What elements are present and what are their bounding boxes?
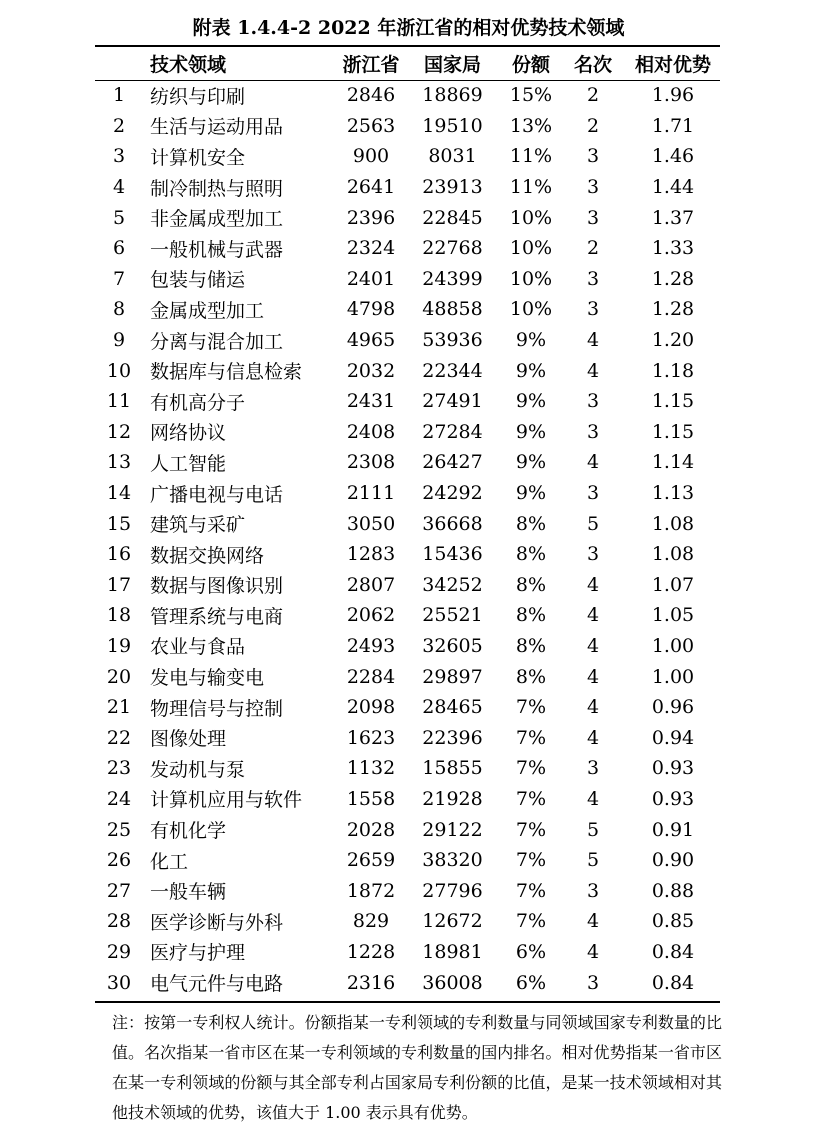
cell-tech-field: 一般机械与武器 bbox=[150, 238, 284, 261]
cell-zhejiang: 1132 bbox=[346, 757, 396, 780]
cell-relative-advantage: 0.84 bbox=[651, 971, 695, 994]
cell-share: 7% bbox=[515, 849, 547, 872]
cell-share: 11% bbox=[509, 145, 553, 168]
cell-tech-field: 广播电视与电话 bbox=[150, 483, 284, 506]
cell-share: 8% bbox=[515, 634, 547, 657]
cell-share: 6% bbox=[515, 971, 547, 994]
cell-rank: 3 bbox=[586, 145, 600, 168]
cell-rank: 3 bbox=[586, 206, 600, 229]
header-relative-advantage: 相对优势 bbox=[634, 53, 711, 76]
cell-tech-field: 制冷制热与照明 bbox=[150, 177, 284, 200]
cell-rank: 5 bbox=[586, 849, 600, 872]
cell-tech-field: 发动机与泵 bbox=[150, 758, 246, 781]
cell-relative-advantage: 1.71 bbox=[651, 114, 695, 137]
table-row bbox=[95, 264, 727, 295]
cell-national: 36668 bbox=[422, 512, 483, 535]
cell-zhejiang: 2807 bbox=[346, 573, 396, 596]
cell-share: 7% bbox=[515, 910, 547, 933]
cell-relative-advantage: 1.15 bbox=[651, 420, 695, 443]
cell-share: 13% bbox=[509, 114, 553, 137]
cell-share: 9% bbox=[515, 329, 547, 352]
cell-national: 18981 bbox=[422, 940, 483, 963]
cell-tech-field: 有机高分子 bbox=[150, 391, 246, 414]
table-row bbox=[95, 539, 727, 570]
cell-relative-advantage: 1.13 bbox=[651, 482, 695, 505]
cell-tech-field: 非金属成型加工 bbox=[150, 208, 284, 231]
cell-relative-advantage: 1.44 bbox=[651, 176, 695, 199]
cell-national: 22845 bbox=[422, 206, 483, 229]
cell-zhejiang: 4965 bbox=[346, 329, 396, 352]
cell-share: 8% bbox=[515, 512, 547, 535]
cell-tech-field: 管理系统与电商 bbox=[150, 605, 284, 628]
cell-relative-advantage: 1.05 bbox=[651, 604, 695, 627]
cell-share: 7% bbox=[515, 696, 547, 719]
cell-relative-advantage: 1.08 bbox=[651, 543, 695, 566]
cell-tech-field: 网络协议 bbox=[150, 422, 227, 445]
cell-index: 24 bbox=[106, 787, 132, 810]
cell-index: 20 bbox=[106, 665, 132, 688]
cell-rank: 3 bbox=[586, 757, 600, 780]
cell-national: 32605 bbox=[422, 634, 483, 657]
cell-national: 26427 bbox=[422, 451, 483, 474]
table-body bbox=[95, 80, 727, 998]
cell-tech-field: 人工智能 bbox=[150, 452, 227, 475]
cell-rank: 4 bbox=[586, 359, 600, 382]
cell-rank: 3 bbox=[586, 420, 600, 443]
cell-zhejiang: 829 bbox=[352, 910, 390, 933]
cell-share: 7% bbox=[515, 879, 547, 902]
cell-index: 17 bbox=[106, 573, 132, 596]
cell-share: 9% bbox=[515, 359, 547, 382]
cell-index: 23 bbox=[106, 757, 132, 780]
cell-rank: 3 bbox=[586, 390, 600, 413]
cell-relative-advantage: 1.33 bbox=[651, 237, 695, 260]
cell-zhejiang: 2846 bbox=[346, 84, 396, 107]
cell-relative-advantage: 1.15 bbox=[651, 390, 695, 413]
cell-share: 6% bbox=[515, 940, 547, 963]
cell-index: 27 bbox=[106, 879, 132, 902]
cell-zhejiang: 2316 bbox=[346, 971, 396, 994]
cell-rank: 4 bbox=[586, 573, 600, 596]
cell-zhejiang: 2284 bbox=[346, 665, 396, 688]
cell-tech-field: 医学诊断与外科 bbox=[150, 911, 284, 934]
cell-zhejiang: 4798 bbox=[346, 298, 396, 321]
cell-national: 23913 bbox=[422, 176, 483, 199]
header-rank: 名次 bbox=[573, 53, 612, 76]
cell-share: 10% bbox=[509, 237, 553, 260]
cell-share: 15% bbox=[509, 84, 553, 107]
header-tech-field: 技术领域 bbox=[150, 53, 227, 76]
table-row bbox=[95, 845, 727, 876]
cell-tech-field: 分离与混合加工 bbox=[150, 330, 284, 353]
cell-relative-advantage: 1.00 bbox=[651, 634, 695, 657]
cell-relative-advantage: 0.96 bbox=[651, 696, 695, 719]
cell-national: 29122 bbox=[422, 818, 483, 841]
cell-rank: 4 bbox=[586, 329, 600, 352]
table-row bbox=[95, 447, 727, 478]
cell-share: 11% bbox=[509, 176, 553, 199]
cell-tech-field: 医疗与护理 bbox=[150, 942, 246, 965]
cell-tech-field: 纺织与印刷 bbox=[150, 85, 246, 108]
cell-share: 9% bbox=[515, 420, 547, 443]
cell-index: 11 bbox=[106, 390, 132, 413]
cell-zhejiang: 2032 bbox=[346, 359, 396, 382]
table-row bbox=[95, 386, 727, 417]
cell-share: 10% bbox=[509, 267, 553, 290]
cell-zhejiang: 900 bbox=[352, 145, 390, 168]
table-row bbox=[95, 111, 727, 142]
cell-national: 24399 bbox=[422, 267, 483, 290]
cell-index: 13 bbox=[106, 451, 132, 474]
cell-national: 27284 bbox=[422, 420, 483, 443]
cell-index: 7 bbox=[112, 267, 126, 290]
cell-zhejiang: 2659 bbox=[346, 849, 396, 872]
cell-relative-advantage: 1.07 bbox=[651, 573, 695, 596]
cell-rank: 4 bbox=[586, 787, 600, 810]
cell-rank: 2 bbox=[586, 114, 600, 137]
table-row bbox=[95, 478, 727, 509]
cell-rank: 3 bbox=[586, 879, 600, 902]
cell-relative-advantage: 1.08 bbox=[651, 512, 695, 535]
cell-share: 8% bbox=[515, 665, 547, 688]
cell-index: 29 bbox=[106, 940, 132, 963]
table-footnote: 注：按第一专利权人统计。份额指某一专利领域的专利数量与同领域国家专利数量的比值。名次指某一省市区在某一专利领域的专利数量的国内排名。相对优势指某一省市区在某一专利领域的份额与其全部专利占国家局专利份额的比值，是某一技术领域相对其他技术领域的优势，该值大于 1.00 表示具有优势。 bbox=[112, 1013, 722, 1122]
cell-tech-field: 农业与食品 bbox=[150, 636, 246, 659]
cell-share: 9% bbox=[515, 482, 547, 505]
cell-relative-advantage: 0.88 bbox=[651, 879, 695, 902]
cell-zhejiang: 2111 bbox=[346, 482, 396, 505]
cell-rank: 4 bbox=[586, 696, 600, 719]
cell-zhejiang: 2324 bbox=[346, 237, 396, 260]
cell-share: 7% bbox=[515, 818, 547, 841]
cell-tech-field: 计算机安全 bbox=[150, 146, 246, 169]
cell-national: 22396 bbox=[422, 726, 483, 749]
table-row bbox=[95, 233, 727, 264]
table-row bbox=[95, 722, 727, 753]
cell-index: 16 bbox=[106, 543, 132, 566]
cell-share: 7% bbox=[515, 726, 547, 749]
table-row bbox=[95, 937, 727, 968]
cell-zhejiang: 2431 bbox=[346, 390, 396, 413]
table-row bbox=[95, 355, 727, 386]
cell-national: 21928 bbox=[422, 787, 483, 810]
cell-rank: 3 bbox=[586, 267, 600, 290]
cell-national: 18869 bbox=[422, 84, 483, 107]
cell-rank: 4 bbox=[586, 726, 600, 749]
cell-rank: 5 bbox=[586, 512, 600, 535]
cell-rank: 3 bbox=[586, 543, 600, 566]
cell-zhejiang: 1558 bbox=[346, 787, 396, 810]
cell-relative-advantage: 1.46 bbox=[651, 145, 695, 168]
header-national: 国家局 bbox=[423, 53, 481, 76]
advantage-table bbox=[95, 46, 727, 998]
cell-tech-field: 数据与图像识别 bbox=[150, 575, 284, 598]
table-row bbox=[95, 784, 727, 815]
cell-relative-advantage: 0.84 bbox=[651, 940, 695, 963]
cell-tech-field: 生活与运动用品 bbox=[150, 116, 284, 139]
cell-index: 1 bbox=[112, 84, 126, 107]
cell-relative-advantage: 0.94 bbox=[651, 726, 695, 749]
cell-national: 24292 bbox=[422, 482, 483, 505]
table-row bbox=[95, 172, 727, 203]
cell-rank: 2 bbox=[586, 84, 600, 107]
cell-relative-advantage: 1.28 bbox=[651, 298, 695, 321]
cell-tech-field: 计算机应用与软件 bbox=[150, 789, 303, 812]
table-row bbox=[95, 294, 727, 325]
table-row bbox=[95, 814, 727, 845]
cell-tech-field: 建筑与采矿 bbox=[150, 514, 246, 537]
table-header-row bbox=[95, 46, 727, 80]
cell-index: 18 bbox=[106, 604, 132, 627]
header-share: 份额 bbox=[511, 53, 550, 76]
cell-tech-field: 一般车辆 bbox=[150, 881, 227, 904]
cell-rank: 4 bbox=[586, 451, 600, 474]
cell-rank: 3 bbox=[586, 482, 600, 505]
cell-index: 2 bbox=[112, 114, 126, 137]
header-index bbox=[95, 46, 143, 80]
cell-zhejiang: 2408 bbox=[346, 420, 396, 443]
cell-zhejiang: 2493 bbox=[346, 634, 396, 657]
cell-rank: 4 bbox=[586, 604, 600, 627]
table-row bbox=[95, 753, 727, 784]
cell-index: 5 bbox=[112, 206, 126, 229]
table-row bbox=[95, 202, 727, 233]
cell-share: 7% bbox=[515, 757, 547, 780]
cell-relative-advantage: 0.93 bbox=[651, 787, 695, 810]
cell-zhejiang: 2396 bbox=[346, 206, 396, 229]
cell-zhejiang: 2401 bbox=[346, 267, 396, 290]
cell-relative-advantage: 1.14 bbox=[651, 451, 695, 474]
cell-index: 9 bbox=[112, 329, 126, 352]
cell-share: 9% bbox=[515, 451, 547, 474]
cell-rank: 3 bbox=[586, 298, 600, 321]
cell-index: 21 bbox=[106, 696, 132, 719]
cell-tech-field: 化工 bbox=[150, 850, 189, 873]
cell-national: 38320 bbox=[422, 849, 483, 872]
cell-national: 12672 bbox=[422, 910, 483, 933]
cell-index: 8 bbox=[112, 298, 126, 321]
cell-zhejiang: 1228 bbox=[346, 940, 396, 963]
cell-relative-advantage: 0.85 bbox=[651, 910, 695, 933]
table-row bbox=[95, 417, 727, 448]
cell-national: 34252 bbox=[422, 573, 483, 596]
cell-share: 10% bbox=[509, 298, 553, 321]
cell-rank: 2 bbox=[586, 237, 600, 260]
cell-relative-advantage: 1.18 bbox=[651, 359, 695, 382]
cell-index: 26 bbox=[106, 849, 132, 872]
cell-tech-field: 数据库与信息检索 bbox=[150, 361, 303, 384]
cell-zhejiang: 1623 bbox=[346, 726, 396, 749]
cell-national: 15855 bbox=[422, 757, 483, 780]
cell-index: 3 bbox=[112, 145, 126, 168]
table-row bbox=[95, 967, 727, 998]
table-title: 附表 1.4.4-2 2022 年浙江省的相对优势技术领域 bbox=[192, 17, 625, 39]
cell-tech-field: 物理信号与控制 bbox=[150, 697, 284, 720]
table-row bbox=[95, 875, 727, 906]
cell-index: 28 bbox=[106, 910, 132, 933]
table-row bbox=[95, 141, 727, 172]
cell-index: 15 bbox=[106, 512, 132, 535]
cell-share: 9% bbox=[515, 390, 547, 413]
cell-national: 27491 bbox=[422, 390, 483, 413]
table-row bbox=[95, 570, 727, 601]
cell-index: 12 bbox=[106, 420, 132, 443]
bottom-rule bbox=[95, 1001, 720, 1003]
cell-rank: 4 bbox=[586, 940, 600, 963]
cell-relative-advantage: 0.93 bbox=[651, 757, 695, 780]
cell-relative-advantage: 1.37 bbox=[651, 206, 695, 229]
cell-national: 15436 bbox=[422, 543, 483, 566]
cell-share: 7% bbox=[515, 787, 547, 810]
cell-share: 8% bbox=[515, 604, 547, 627]
cell-national: 19510 bbox=[422, 114, 483, 137]
cell-zhejiang: 1872 bbox=[346, 879, 396, 902]
cell-rank: 4 bbox=[586, 910, 600, 933]
cell-national: 53936 bbox=[422, 329, 483, 352]
cell-rank: 5 bbox=[586, 818, 600, 841]
cell-rank: 4 bbox=[586, 665, 600, 688]
cell-national: 29897 bbox=[422, 665, 483, 688]
table-row bbox=[95, 631, 727, 662]
cell-index: 30 bbox=[106, 971, 132, 994]
cell-rank: 4 bbox=[586, 634, 600, 657]
table-row bbox=[95, 661, 727, 692]
cell-zhejiang: 2563 bbox=[346, 114, 396, 137]
cell-zhejiang: 2098 bbox=[346, 696, 396, 719]
cell-national: 22344 bbox=[422, 359, 483, 382]
cell-tech-field: 金属成型加工 bbox=[150, 299, 265, 322]
cell-relative-advantage: 1.28 bbox=[651, 267, 695, 290]
header-zhejiang: 浙江省 bbox=[342, 53, 400, 76]
cell-zhejiang: 2308 bbox=[346, 451, 396, 474]
cell-zhejiang: 2028 bbox=[346, 818, 396, 841]
cell-index: 22 bbox=[106, 726, 132, 749]
cell-index: 4 bbox=[112, 176, 126, 199]
cell-share: 8% bbox=[515, 543, 547, 566]
cell-tech-field: 有机化学 bbox=[150, 820, 227, 843]
table-row bbox=[95, 325, 727, 356]
cell-index: 19 bbox=[106, 634, 132, 657]
cell-index: 6 bbox=[112, 237, 126, 260]
cell-tech-field: 数据交换网络 bbox=[150, 544, 265, 567]
cell-relative-advantage: 1.00 bbox=[651, 665, 695, 688]
cell-index: 25 bbox=[106, 818, 132, 841]
cell-national: 36008 bbox=[422, 971, 483, 994]
cell-zhejiang: 3050 bbox=[346, 512, 396, 535]
table-row bbox=[95, 692, 727, 723]
cell-relative-advantage: 0.91 bbox=[651, 818, 695, 841]
cell-tech-field: 发电与输变电 bbox=[150, 667, 265, 690]
cell-national: 8031 bbox=[428, 145, 477, 168]
cell-share: 10% bbox=[509, 206, 553, 229]
cell-tech-field: 图像处理 bbox=[150, 728, 227, 751]
table-row bbox=[95, 600, 727, 631]
cell-national: 25521 bbox=[422, 604, 483, 627]
cell-rank: 3 bbox=[586, 971, 600, 994]
cell-national: 27796 bbox=[422, 879, 483, 902]
cell-relative-advantage: 0.90 bbox=[651, 849, 695, 872]
cell-zhejiang: 2062 bbox=[346, 604, 396, 627]
cell-tech-field: 包装与储运 bbox=[150, 269, 246, 292]
cell-share: 8% bbox=[515, 573, 547, 596]
cell-index: 14 bbox=[106, 482, 132, 505]
cell-index: 10 bbox=[106, 359, 132, 382]
cell-relative-advantage: 1.20 bbox=[651, 329, 695, 352]
cell-zhejiang: 1283 bbox=[346, 543, 396, 566]
table-row bbox=[95, 508, 727, 539]
cell-relative-advantage: 1.96 bbox=[651, 84, 695, 107]
cell-national: 22768 bbox=[422, 237, 483, 260]
cell-zhejiang: 2641 bbox=[346, 176, 396, 199]
cell-tech-field: 电气元件与电路 bbox=[150, 973, 284, 996]
table-row bbox=[95, 906, 727, 937]
cell-national: 48858 bbox=[422, 298, 483, 321]
table-row bbox=[95, 80, 727, 111]
cell-national: 28465 bbox=[422, 696, 483, 719]
cell-rank: 3 bbox=[586, 176, 600, 199]
